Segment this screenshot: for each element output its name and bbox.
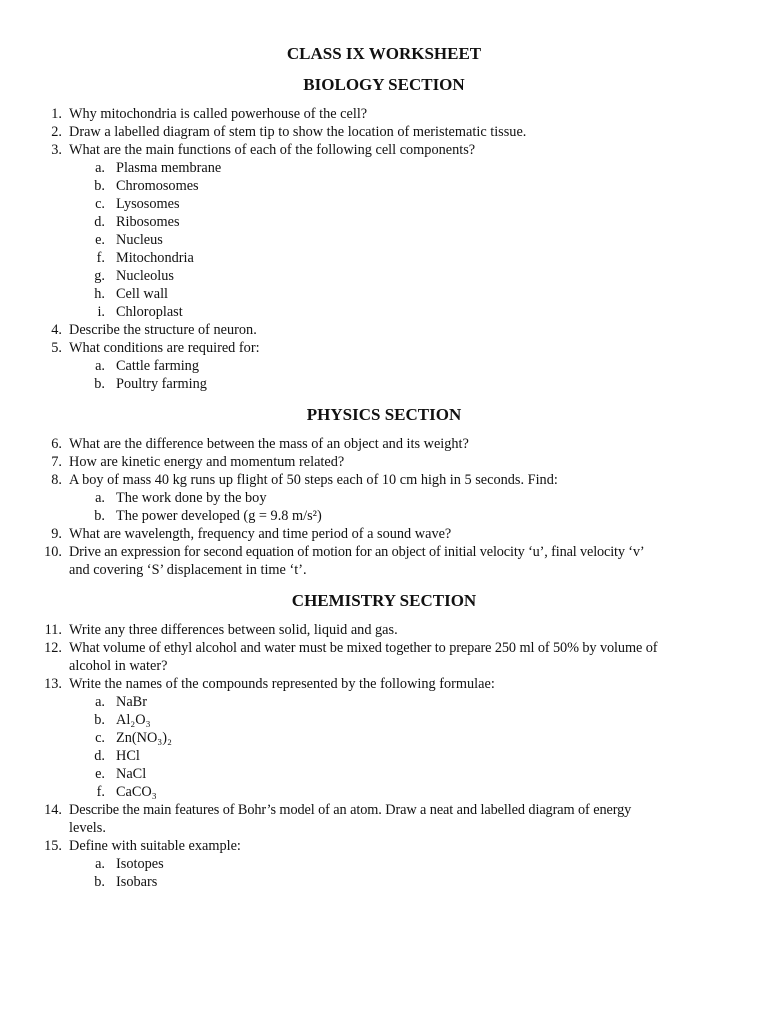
sub-item-letter: g. (94, 268, 105, 284)
question-text: Describe the main features of Bohr’s model of an atom. Draw a neat and labelled diagram of energy (69, 802, 632, 818)
question-text: What are wavelength, frequency and time period of a sound wave? (69, 526, 452, 542)
sub-item-letter: c. (95, 730, 105, 746)
question-text: How are kinetic energy and momentum related? (69, 454, 345, 470)
question-text: Define with suitable example: (69, 838, 241, 854)
question-number: 5. (51, 340, 62, 356)
sub-item-text: NaCl (116, 766, 147, 782)
sub-item-letter: b. (94, 874, 105, 890)
sub-item-letter: h. (94, 286, 105, 302)
sub-item-text: HCl (116, 748, 140, 764)
section-heading-biology: BIOLOGY SECTION (303, 75, 465, 94)
sub-item-letter: d. (94, 748, 105, 764)
question-text: What volume of ethyl alcohol and water must be mixed together to prepare 250 ml of 50% by volume of (69, 640, 658, 656)
sub-item-letter: i. (97, 304, 105, 320)
sub-item-text: Isobars (116, 874, 158, 890)
question-number: 13. (44, 676, 62, 692)
question-text: A boy of mass 40 kg runs up flight of 50 steps each of 10 cm high in 5 seconds. Find: (69, 472, 558, 488)
question-text: What are the main functions of each of the following cell components? (69, 142, 476, 158)
sub-item-text: Mitochondria (116, 250, 194, 266)
question-text: Draw a labelled diagram of stem tip to show the location of meristematic tissue. (69, 124, 527, 140)
sub-item-text: Cell wall (116, 286, 169, 302)
section-heading-physics: PHYSICS SECTION (306, 405, 462, 424)
sub-item-text: CaCO₃ (116, 784, 157, 800)
sub-item-letter: b. (94, 508, 105, 524)
question-number: 4. (51, 322, 62, 338)
sub-item-text: The power developed (g = 9.8 m/s²) (116, 508, 322, 524)
question-text: Drive an expression for second equation of motion for an object of initial velocity ‘u’, final velocity ‘v’ (69, 544, 645, 560)
question-text-continued: alcohol in water? (69, 658, 168, 674)
question-number: 7. (51, 454, 62, 470)
sub-item-text: Lysosomes (116, 196, 180, 212)
sub-item-letter: e. (95, 766, 105, 782)
document-title: CLASS IX WORKSHEET (286, 44, 482, 63)
sub-item-text: Nucleolus (116, 268, 174, 284)
sub-item-text: Chloroplast (116, 304, 183, 320)
question-text: What conditions are required for: (69, 340, 260, 356)
sub-item-text: NaBr (116, 694, 147, 710)
sub-item-letter: f. (96, 250, 105, 266)
sub-item-letter: a. (95, 358, 105, 374)
question-number: 11. (44, 622, 62, 638)
question-number: 12. (44, 640, 62, 656)
question-text: Write any three differences between solid, liquid and gas. (69, 622, 398, 638)
question-number: 1. (51, 106, 62, 122)
sub-item-letter: b. (94, 712, 105, 728)
sub-item-text: Ribosomes (116, 214, 180, 230)
question-number: 3. (51, 142, 62, 158)
question-text: Describe the structure of neuron. (69, 322, 257, 338)
question-number: 9. (51, 526, 62, 542)
sub-item-letter: b. (94, 376, 105, 392)
sub-item-text: Cattle farming (116, 358, 199, 374)
question-number: 10. (44, 544, 62, 560)
sub-item-text: Nucleus (116, 232, 163, 248)
section-heading-chemistry: CHEMISTRY SECTION (291, 591, 477, 610)
sub-item-text: Zn(NO₃)₂ (116, 730, 173, 746)
question-text: What are the difference between the mass of an object and its weight? (69, 436, 469, 452)
sub-item-letter: b. (94, 178, 105, 194)
question-text: Write the names of the compounds represented by the following formulae: (69, 676, 495, 692)
question-text: Why mitochondria is called powerhouse of the cell? (69, 106, 368, 122)
sub-item-letter: e. (95, 232, 105, 248)
sub-item-text: The work done by the boy (116, 490, 267, 506)
sub-item-text: Chromosomes (116, 178, 199, 194)
sub-item-letter: f. (96, 784, 105, 800)
question-number: 15. (44, 838, 62, 854)
question-number: 14. (44, 802, 62, 818)
question-text-continued: levels. (69, 820, 106, 836)
question-number: 6. (51, 436, 62, 452)
sub-item-text: Al₂O₃ (116, 712, 151, 728)
sub-item-letter: a. (95, 856, 105, 872)
sub-item-letter: c. (95, 196, 105, 212)
sub-item-letter: a. (95, 694, 105, 710)
question-text-continued: and covering ‘S’ displacement in time ‘t’. (69, 562, 307, 578)
sub-item-text: Poultry farming (116, 376, 207, 392)
sub-item-letter: d. (94, 214, 105, 230)
sub-item-text: Plasma membrane (116, 160, 222, 176)
sub-item-text: Isotopes (116, 856, 164, 872)
sub-item-letter: a. (95, 490, 105, 506)
question-number: 2. (51, 124, 62, 140)
question-number: 8. (51, 472, 62, 488)
sub-item-letter: a. (95, 160, 105, 176)
